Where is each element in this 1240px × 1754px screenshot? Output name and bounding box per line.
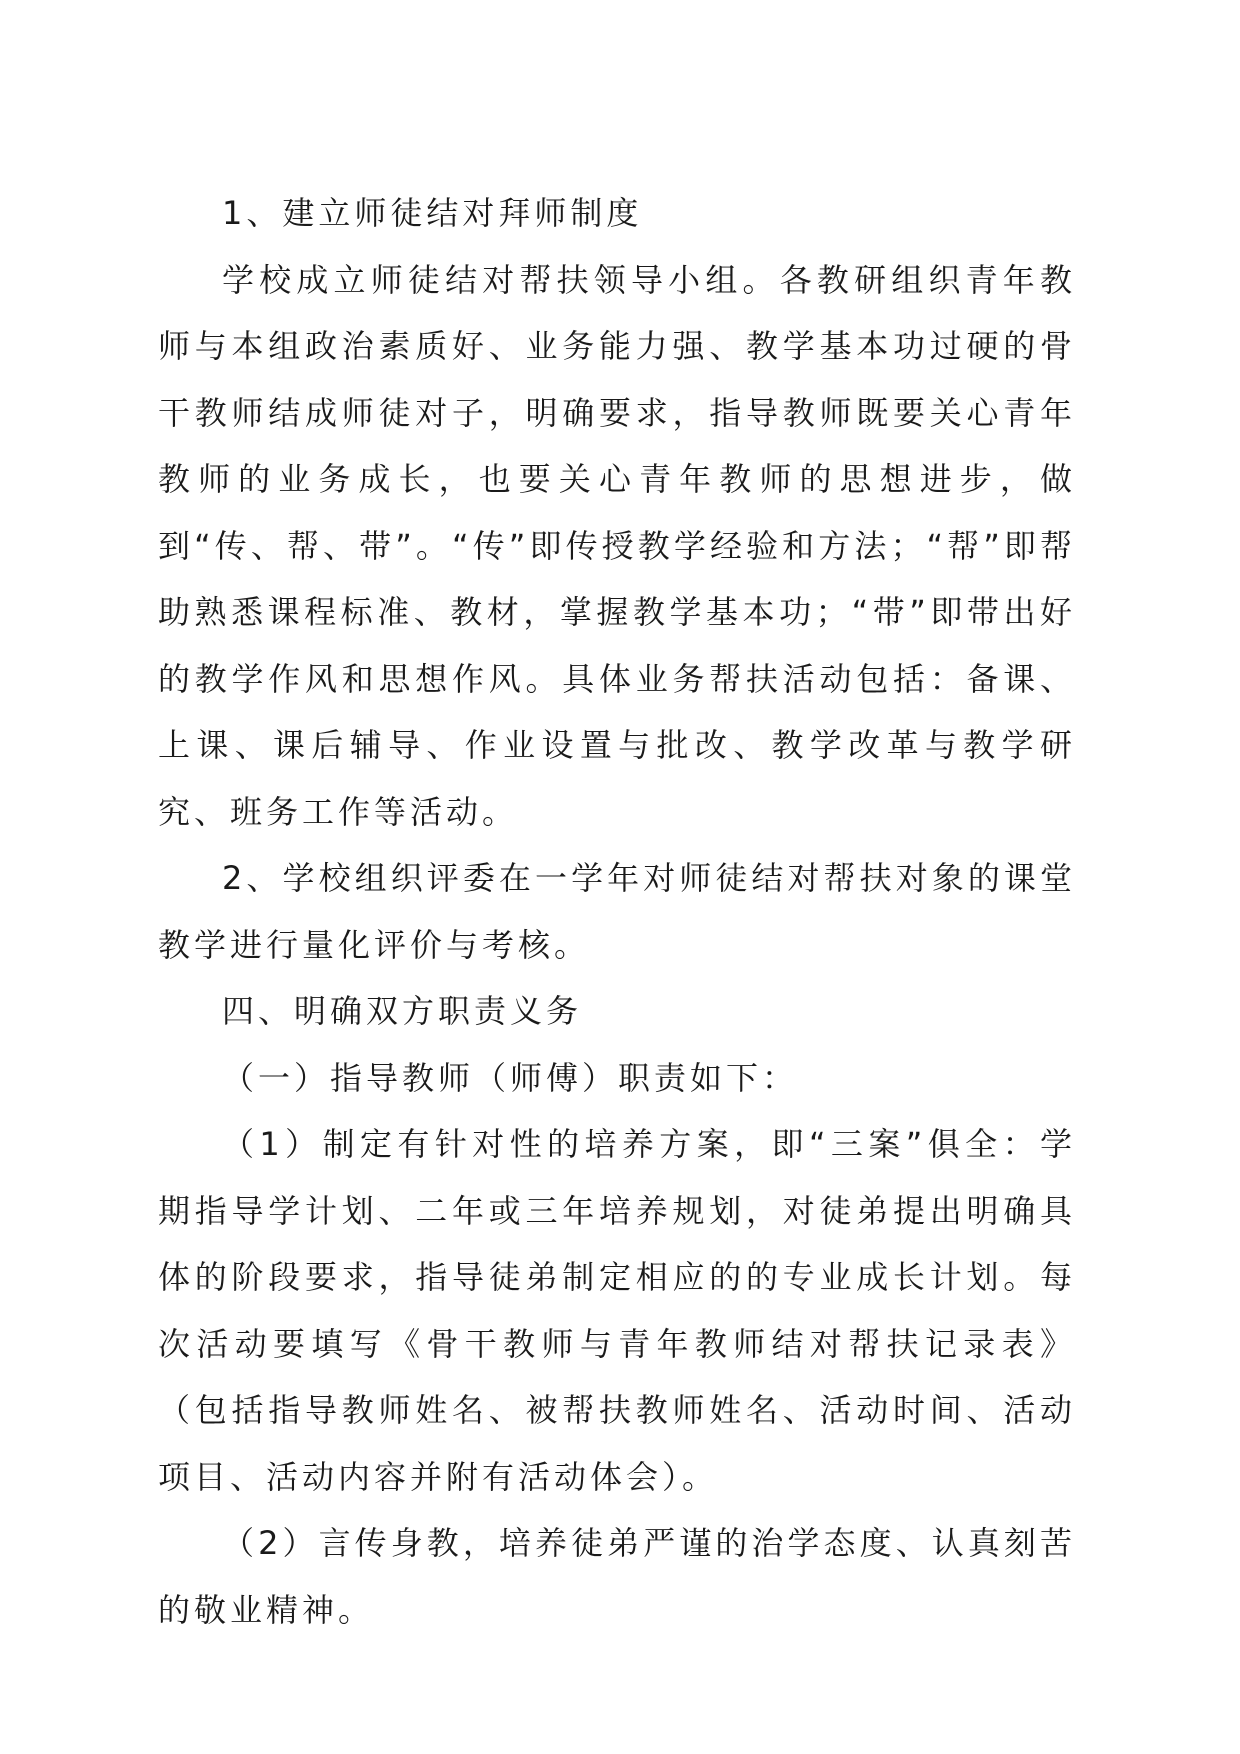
paragraph-mentorship-details: 学校成立师徒结对帮扶领导小组。各教研组织青年教师与本组政治素质好、业务能力强、教学基本功过硬的骨干教师结成师徒对子，明确要求，指导教师既要关心青年教师的业务成长，也要关心青年教师的思想进步，做到“传、帮、带”。“传”即传授教学经验和方法；“帮”即帮助熟悉课程标准、教材，掌握教学基本功；“带”即带出好的教学作风和思想作风。具体业务帮扶活动包括：备课、上课、课后辅导、作业设置与批改、教学改革与教学研究、班务工作等活动。 [158,260,1076,831]
paragraph-duty-2: （2）言传身教，培养徒弟严谨的治学态度、认真刻苦的敬业精神。 [158,1524,1076,1629]
section-heading-mentorship-system: 1、建立师徒结对拜师制度 [222,194,643,232]
paragraph-duty-1: （1）制定有针对性的培养方案，即“三案”俱全：学期指导学计划、二年或三年培养规划，对徒弟提出明确具体的阶段要求，指导徒弟制定相应的的专业成长计划。每次活动要填写《骨干教师与青年教师结对帮扶记录表》（包括指导教师姓名、被帮扶教师姓名、活动时间、活动项目、活动内容并附有活动体会）。 [158,1125,1076,1496]
document-body [158,180,1076,1643]
section-heading-responsibilities: 四、明确双方职责义务 [222,992,583,1030]
paragraph-evaluation: 2、学校组织评委在一学年对师徒结对帮扶对象的课堂教学进行量化评价与考核。 [158,859,1076,964]
subsection-heading-mentor-duties: （一）指导教师（师傅）职责如下： [222,1058,799,1097]
